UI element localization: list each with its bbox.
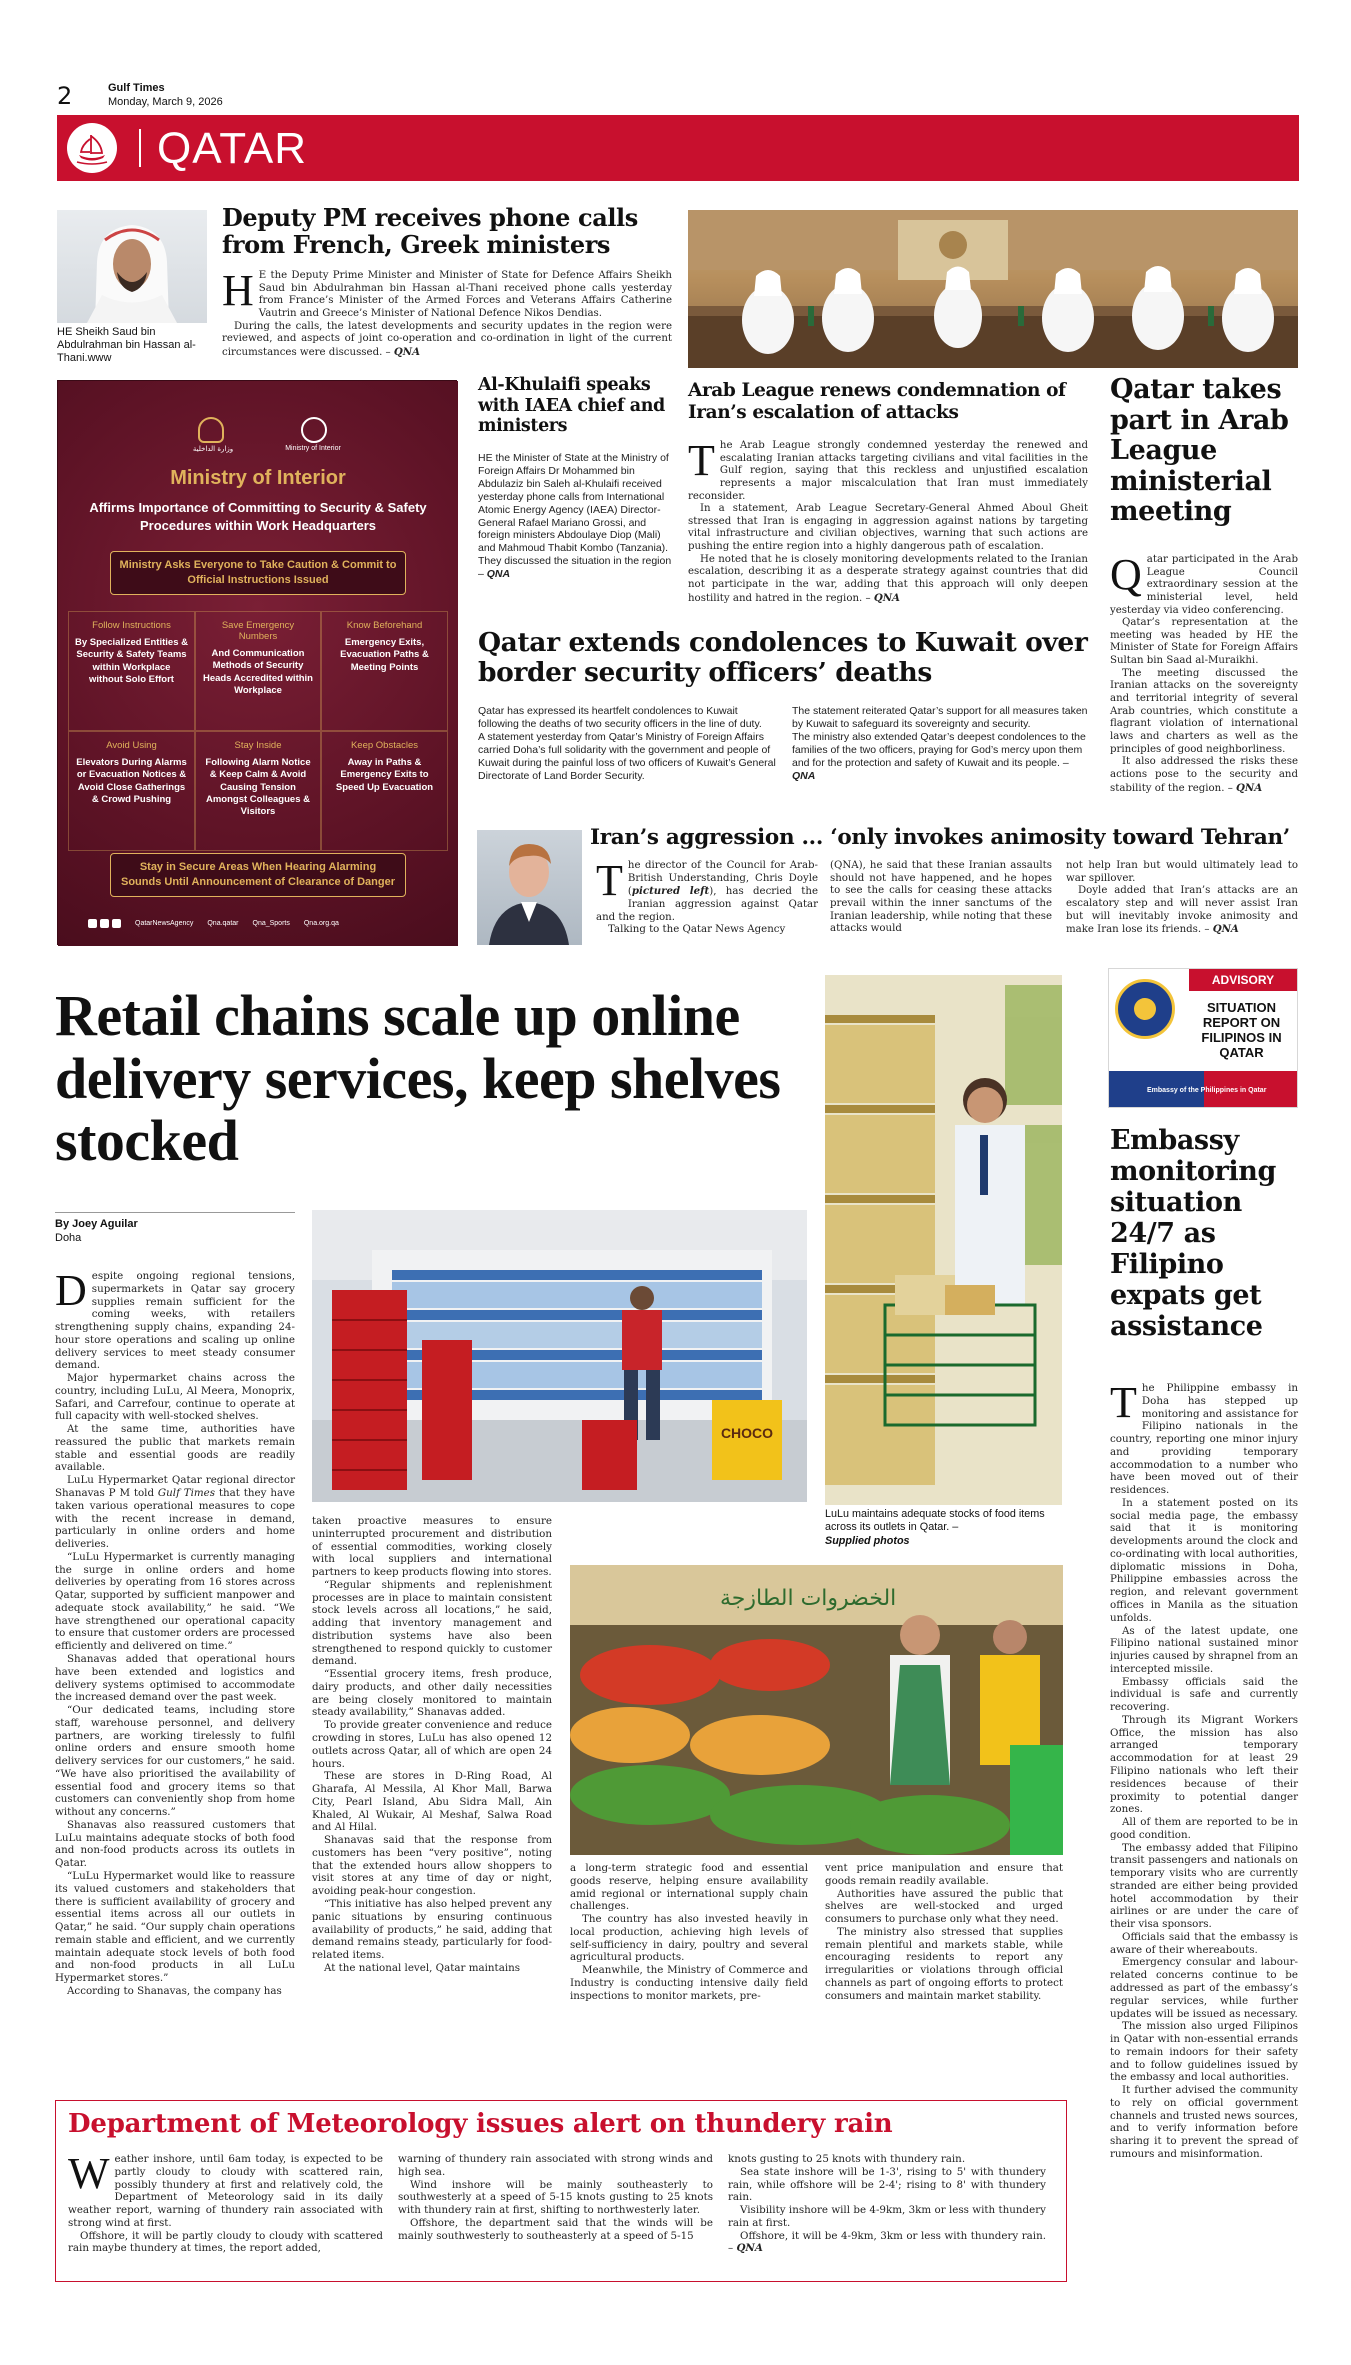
section-banner <box>57 115 1299 181</box>
social-icons <box>88 919 121 928</box>
retail-col1: Despite ongoing regional tensions, supermarkets in Qatar say grocery supplies remain sufficient for the coming weeks, with retailers strengthening supply chains, expanding 24-hour store operations and scaling up online delivery services to meet steady consumer demand. Major hypermarket chains across the country, including LuLu, Al Meera, Monoprix, Safari, and Carrefour, continue to operate at full capacity with well-stocked shelves. At the same time, authorities have reassured the public that markets remain stable and essential goods are readily available. LuLu Hypermarket Qatar regional director Shanavas P M told Gulf Times that they have taken various operational measures to cope with the recent increase in demand, particularly in online orders and home deliveries. “LuLu Hypermarket is currently managing the surge in online orders and home deliveries by operating from 16 stores across Qatar, supported by sufficient manpower and adequate stock availability,” he said. “We have strengthened our operational capacity to ensure that customer orders are processed efficiently and delivered on time.” Shanavas added that operational hours have been extended and logistics and delivery systems optimised to accommodate the increased demand over the past week. “Our dedicated teams, including store staff, warehouse personnel, and delivery partners, are working tirelessly to fulfil online orders and ensure smooth home delivery services for our customers,” he said. “We have also prioritised the availability of essential food and grocery items so that customers can conveniently shop from home without any concerns.” Shanavas also reassured customers that LuLu maintains adequate stocks of both food and non-food products across its outlets in Qatar. “LuLu Hypermarket would like to reassure its valued customers and stakeholders that there is sufficient availability of grocery and essential items across all our outlets in Qatar,” he said. “Our supply chain operations remain stable and efficient, and we currently maintain adequate stock levels of both food and non-food products in all LuLu Hypermarket stores.” According to Shanavas, the company has <box>55 1266 295 1997</box>
deputy-pm-caption: HE Sheikh Saud bin Abdulrahman bin Hassan al-Thani.www <box>57 326 196 365</box>
retail-headline: Retail chains scale up online delivery services, keep shelves stocked <box>55 983 781 1174</box>
deputy-pm-para: During the calls, the latest developments and security updates in the region were reviewed, and aspects of joint co-operation and co-ordination in light of the current circumstances were discussed. – QNA <box>222 320 672 358</box>
kuwait-col2: The statement reiterated Qatar’s support for all measures taken by Kuwait to safeguard its sovereignty and security. The ministry also extended Qatar’s deepest condolences to the families of the two officers, praying for God’s mercy upon them and for the protection and safety of Kuwait and its people. – QNA <box>792 705 1088 782</box>
weather-col2: warning of thundery rain associated with strong winds and high sea. Wind inshore will be mainly southeasterly to southwesterly at a speed of 5-15 knots gusting to 25 knots with thundery rain at first, shifting to northwesterly later. Offshore, the department said that the winds will be mainly southwesterly to southeasterly at a speed of 5-15 <box>398 2153 713 2242</box>
social-handle: QatarNewsAgency <box>135 920 194 927</box>
lulu-staff-stocking-photo <box>825 975 1062 1505</box>
section-title: QATAR <box>157 124 308 173</box>
chris-doyle-photo <box>477 830 582 945</box>
moi-item: Avoid Using Elevators During Alarms or Evacuation Notices & Avoid Close Gatherings & Crowd Pushing <box>68 731 195 851</box>
banner-divider <box>139 129 141 167</box>
kuwait-headline: Qatar extends condolences to Kuwait over border security officers’ deaths <box>478 627 1088 688</box>
paper-name: Gulf Times <box>108 82 165 94</box>
philippine-seal-icon <box>1115 979 1175 1039</box>
issue-date: Monday, March 9, 2026 <box>108 96 223 108</box>
retail-col3: a long-term strategic food and essential goods reserve, helping ensure availability amid regional or international supply chain challenges. The country has also invested heavily in local production, achieving high levels of self-sufficiency in dairy, poultry and several agricultural products. Meanwhile, the Ministry of Commerce and Industry is conducting intensive daily field inspections to monitor markets, pre- <box>570 1862 808 2002</box>
moi-crest-icon <box>301 417 327 443</box>
weather-col1: Weather inshore, until 6am today, is expected to be partly cloudy to cloudy with scattered rain, possibly thundery at first and relatively cold, the Department of Meteorology said in its daily weather report, warning of thundery rain associated with strong wind at first. Offshore, it will be partly cloudy to cloudy with scattered rain maybe thundery at times, the report added, <box>68 2149 383 2255</box>
moi-footer-banner: Stay in Secure Areas When Hearing Alarming Sounds Until Announcement of Clearance of Danger <box>110 853 406 897</box>
iran-col3: not help Iran but would ultimately lead to war spillover. Doyle added that Iran’s attacks are an escalatory step and will never assist Iran but will inevitably invoke animosity and make Iran lose its friends. – QNA <box>1066 860 1298 936</box>
retail-photo-caption: LuLu maintains adequate stocks of food items across its outlets in Qatar. – Supplied photos <box>825 1508 1045 1547</box>
weather-col3: knots gusting to 25 knots with thundery rain. Sea state inshore will be 1-3', rising to 5' with thundery rain, while offshore will be 2-4'; rising to 8' with thundery rain. Visibility inshore will be 4-9km, 3km or less with thundery rain at first. Offshore, it will be 4-9km, 3km or less with thundery rain. – QNA <box>728 2153 1046 2255</box>
dhow-logo-icon <box>67 123 117 173</box>
retail-col2: taken proactive measures to ensure uninterrupted procurement and distribution of essential commodities, working closely with local suppliers and international partners to keep products flowing into stores. “Regular shipments and replenishment processes are in place to maintain consistent stock levels across all locations,” he said, adding that inventory management and distribution systems have also been strengthened to respond quickly to customer demand. “Essential grocery items, fresh produce, dairy products, and other daily necessities are being closely monitored to maintain steady availability,” Shanavas added. To provide greater convenience and reduce crowding in stores, LuLu has also opened 12 outlets across Qatar, all of which are open 24 hours. These are stores in D-Ring Road, Al Gharafa, Al Messila, Al Khor Mall, Barwa City, Pearl Island, Abu Sidra Mall, Ain Khaled, Al Wukair, Al Meshaf, Salwa Road and Al Hilal. Shanavas said that the response from customers has been “very positive”, noting that the extended hours allow shoppers to visit stores at any time of day or night, avoiding peak-hour congestion. “This initiative has also helped prevent any panic situations by ensuring continuous availability of products,” he said, adding that demand remains steady, particularly for food-related items. At the national level, Qatar maintains <box>312 1515 552 1974</box>
khulaifi-body: HE the Minister of State at the Ministry of Foreign Affairs Dr Mohammed bin Abdulaziz bin Saleh al-Khulaifi received yesterday phone calls from International Atomic Energy Agency (IAEA) Director-General Rafael Mariano Grossi, and foreign ministers Abdoulaye Diop (Mali) and Mahmoud Thabit Kombo (Tanzania). They discussed the situation in the region – QNA <box>478 452 672 581</box>
moi-emblem-icon <box>198 417 224 443</box>
retail-byline: By Joey Aguilar <box>55 1218 138 1230</box>
weather-box <box>55 2100 1067 2282</box>
moi-item: Keep Obstacles Away in Paths & Emergency Exits to Speed Up Evacuation <box>321 731 448 851</box>
svg-text:الخضروات الطازجة: الخضروات الطازجة <box>720 1586 897 1611</box>
advisory-box-footer: Embassy of the Philippines in Qatar <box>1147 1087 1267 1094</box>
moi-item: Know Beforehand Emergency Exits, Evacuation Paths & Meeting Points <box>321 611 448 731</box>
social-handle: Qna.org.qa <box>303 920 339 927</box>
byline-rule <box>55 1212 295 1213</box>
iran-headline: Iran’s aggression ... ‘only invokes animosity toward Tehran’ <box>590 825 1290 850</box>
weather-headline: Department of Meteorology issues alert on thundery rain <box>68 2109 893 2139</box>
arab-league-body: The Arab League strongly condemned yesterday the renewed and escalating Iranian attacks targeting civilians and vital facilities in the Gulf region, saying that this reckless and unjustified escalation represents a major miscalculation that Iran must immediately reconsider. In a statement, Arab League Secretary-General Ahmed Aboul Gheit stressed that Iran is engaging in aggression against nations by targeting vital infrastructure and civilian objectives, warning that such actions are pushing the entire region into a highly dangerous path of escalation. He noted that he is closely monitoring developments related to the Iranian escalation, describing it as a desperate strategy against countries that did not participate in the war, adding that this approach will only deepen hostility and hatred in the region. – QNA <box>688 436 1088 604</box>
advisory-box-title: SITUATION REPORT ON FILIPINOS IN QATAR <box>1201 1000 1282 1060</box>
embassy-body: The Philippine embassy in Doha has stepped up monitoring and assistance for Filipino nationals in the country, reporting one minor injury and providing temporary accommodation to a number who have been moved out of their residences. In a statement posted on its social media page, the embassy said that it is monitoring developments around the clock and co-ordinating with local authorities, diplomatic missions in Doha, Philippine embassies across the region, and relevant government offices in Manila as the situation unfolds. As of the latest update, one Filipino national sustained minor injuries caused by shrapnel from an intercepted missile. Embassy officials said the individual is safe and currently recovering. Through its Migrant Workers Office, the mission has also arranged temporary accommodation for at least 29 Filipino nationals who left their residences because of their proximity to potential danger zones. All of them are reported to be in good condition. The embassy added that Filipino transit passengers and nationals on temporary visits who are currently stranded are either being provided hotel accommodation by their airlines or are under the care of their visa sponsors. Officials said that the embassy is aware of their whereabouts. Emergency consular and labour-related concerns continue to be addressed as part of the embassy’s regular services, while further updates will be issued as necessary. The mission also urged Filipinos in Qatar with non-essential errands to remain indoors for their safety and to follow guidelines issued by the embassy and local authorities. It further advised the community to rely on official government channels and trusted news sources, and to verify information before sharing it to prevent the spread of rumours and misinformation. <box>1110 1378 1298 2160</box>
advisory-tag: ADVISORY <box>1189 969 1297 991</box>
supermarket-aisle-photo <box>312 1210 807 1502</box>
moi-item: Save Emergency Numbers And Communication Methods of Security Heads Accredited within Workplace <box>195 611 321 731</box>
embassy-headline: Embassy monitoring situation 24/7 as Filipino expats get assistance <box>1110 1125 1276 1343</box>
deputy-pm-headline: Deputy PM receives phone calls from French, Greek ministers <box>222 203 638 260</box>
moi-banner: Ministry Asks Everyone to Take Caution & Commit to Official Instructions Issued <box>110 551 406 595</box>
iran-col2: (QNA), he said that these Iranian assaults should not have happened, and he hopes to see the calls for ceasing these attacks prevail within the inner sanctums of the Iranian leadership, while noting that these attacks would <box>830 860 1052 935</box>
page-number: 2 <box>57 82 73 110</box>
svg-text:CHOCO: CHOCO <box>720 1425 774 1441</box>
social-handle: Qna_Sports <box>252 920 290 927</box>
moi-title: Ministry of Interior <box>170 467 346 489</box>
qatar-al-body: Qatar participated in the Arab League Council extraordinary session at the ministerial level, held yesterday via video conferencing. Qatar’s representation at the meeting was headed by HE the Minister of State for Foreign Affairs Sultan bin Saad al-Muraikhi. The meeting discussed the Iranian attacks on the sovereignty and territorial integrity of several Arab countries, which constitute a flagrant violation of international laws and charters as well as the principles of good neighborliness. It also addressed the risks these actions pose to the security and stability of the region. – QNA <box>1110 550 1298 794</box>
moi-item: Follow Instructions By Specialized Entities & Security & Safety Teams within Workplace without Solo Effort <box>68 611 195 731</box>
arab-league-headline: Arab League renews condemnation of Iran’s escalation of attacks <box>688 380 1066 424</box>
retail-dateline: Doha <box>55 1232 82 1244</box>
arab-league-meeting-photo <box>688 210 1298 368</box>
kuwait-col1: Qatar has expressed its heartfelt condolences to Kuwait following the deaths of two security officers in the line of duty. A statement yesterday from Qatar’s Ministry of Foreign Affairs carried Doha’s full solidarity with the government and people of Kuwait during the painful loss of two officers of Kuwait’s General Directorate of Land Border Security. <box>478 705 776 782</box>
moi-infographic <box>57 380 457 945</box>
moi-logo-en: Ministry of Interior <box>285 445 341 452</box>
khulaifi-headline: Al-Khulaifi speaks with IAEA chief and ministers <box>478 375 665 437</box>
deputy-pm-photo <box>57 210 207 323</box>
moi-item: Stay Inside Following Alarm Notice & Keep Calm & Avoid Causing Tension Amongst Colleagues & Visitors <box>195 731 321 851</box>
produce-section-photo <box>570 1565 1063 1855</box>
qatar-al-headline: Qatar takes part in Arab League ministerial meeting <box>1110 374 1289 527</box>
moi-subtitle: Affirms Importance of Committing to Security & Safety Procedures within Work Headquarters <box>89 500 427 533</box>
iran-col1: The director of the Council for Arab-British Understanding, Chris Doyle (pictured left), has decried the Iranian aggression against Qatar and the region. Talking to the Qatar News Agency <box>596 856 818 936</box>
deputy-pm-body <box>222 266 672 359</box>
moi-socials <box>88 919 448 928</box>
moi-logo-ar: وزارة الداخلية <box>192 445 234 453</box>
moi-grid <box>68 611 448 871</box>
retail-col4: vent price manipulation and ensure that goods remain readily available. Authorities have assured the public that shelves are well-stocked and urged consumers to purchase only what they need. The ministry also stressed that supplies remain plentiful and markets stable, while encouraging residents to report any irregularities or violations through official channels as part of ongoing efforts to protect consumers and maintain market stability. <box>825 1862 1063 2002</box>
social-handle: Qna.qatar <box>207 920 239 927</box>
embassy-advisory-box <box>1108 968 1298 1108</box>
deputy-pm-para: HE the Deputy Prime Minister and Minister of State for Defence Affairs Sheikh Saud bin Abdulrahman bin Hassan al-Thani received phone calls yesterday from France’s Minister of the Armed Forces and Veterans Affairs Catherine Vautrin and Greece’s Minister of National Defence Nikos Dendias. <box>222 266 672 319</box>
